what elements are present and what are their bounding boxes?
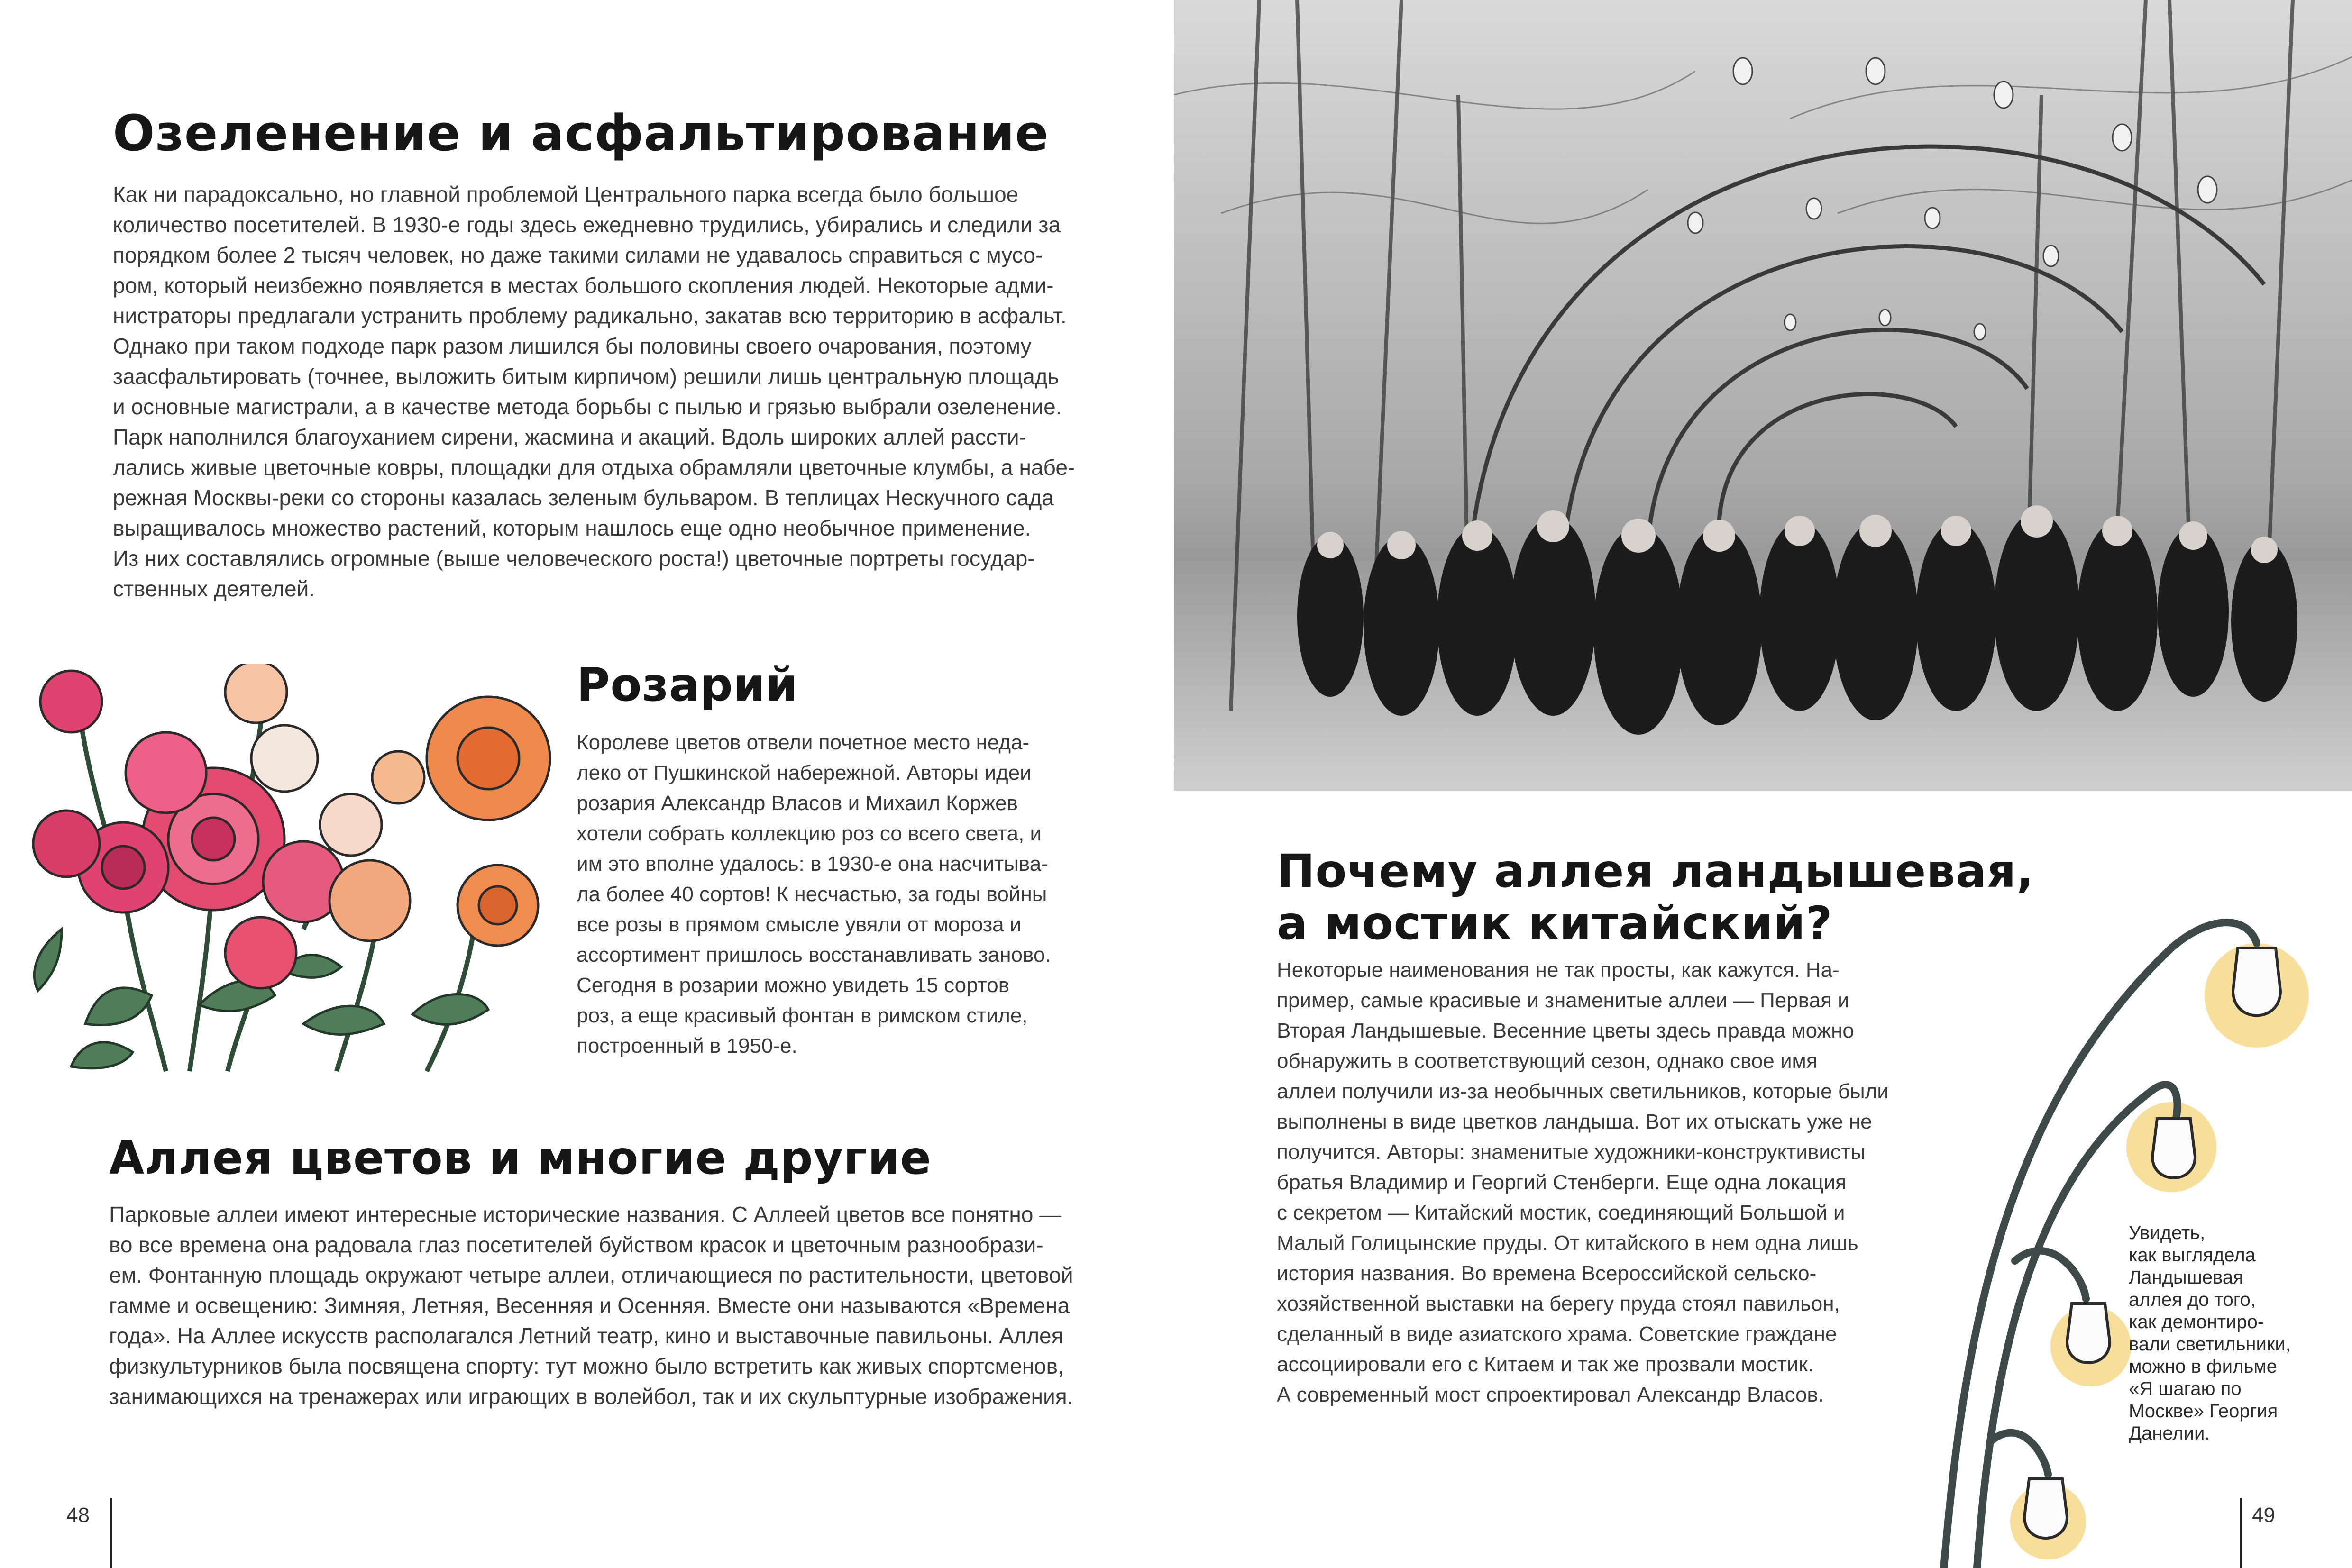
text-line: получится. Авторы: знаменитые художники-конструктивисты: [1277, 1140, 1866, 1164]
page-rule-left: [110, 1498, 112, 1568]
text-line: пример, самые красивые и знаменитые аллеи — Первая и: [1277, 989, 1849, 1012]
text-line: занимающихся на тренажерах или играющих в волейбол, так и их скульптурные изображения.: [109, 1384, 1073, 1409]
text-line: построенный в 1950-е.: [577, 1034, 797, 1057]
text-line: ром, который неизбежно появляется в местах большого скопления людей. Некоторые адми-: [113, 273, 1054, 298]
title-line: а мостик китайский?: [1277, 897, 1833, 950]
roses-illustration: [9, 664, 569, 1090]
text-line: Парковые аллеи имеют интересные исторические названия. С Аллеей цветов все понятно —: [109, 1202, 1062, 1227]
caption-line: Москве» Георгия: [2129, 1401, 2278, 1422]
title-line: Почему аллея ландышевая,: [1277, 845, 2034, 898]
text-line: с секретом — Китайский мостик, соединяющий Большой и: [1277, 1201, 1845, 1224]
page-rule-right: [2240, 1498, 2242, 1568]
text-line: во все времена она радовала глаз посетителей буйством красок и цветочным разнообрази-: [109, 1232, 1043, 1257]
text-line: Парк наполнился благоуханием сирени, жасмина и акаций. Вдоль широких аллей рассти-: [113, 425, 1026, 449]
text-line: Некоторые наименования не так просты, как кажутся. На-: [1277, 958, 1840, 982]
text-line: года». На Аллее искусств располагался Летний театр, кино и выставочные павильоны. Аллея: [109, 1323, 1063, 1348]
section-title-alleys: Аллея цветов и многие другие: [109, 1131, 932, 1185]
text-line: Малый Голицынские пруды. От китайского в нем одна лишь: [1277, 1231, 1858, 1255]
text-line: братья Владимир и Георгий Стенберги. Еще одна локация: [1277, 1171, 1847, 1194]
film-caption: [2129, 1222, 2309, 1445]
caption-line: Данелии.: [2129, 1423, 2210, 1444]
text-line: порядком более 2 тысяч человек, но даже такими силами не удавалось справиться с мусо-: [113, 243, 1043, 267]
park-alley-photo-graphic: [1174, 0, 2352, 791]
section-body-greening: [113, 179, 1089, 604]
caption-line: «Я шагаю по: [2129, 1378, 2242, 1399]
text-line: и основные магистрали, а в качестве метода борьбы с пылью и грязью выбрали озеленение.: [113, 394, 1062, 419]
text-line: все розы в прямом смысле увяли от мороза и: [577, 913, 1022, 936]
text-line: леко от Пушкинской набережной. Авторы идеи: [577, 761, 1032, 784]
section-body-lily-alley: [1277, 955, 1931, 1410]
text-line: физкультурников была посвящена спорту: тут можно было встретить как живых спортсменов,: [109, 1354, 1064, 1378]
park-alley-photo: [1174, 0, 2352, 791]
page-number-right: 49: [2252, 1504, 2275, 1527]
caption-line: Увидеть,: [2129, 1222, 2206, 1243]
text-line: выращивалось множество растений, которым нашлось еще одно необычное применение.: [113, 516, 1031, 540]
text-line: Королеве цветов отвели почетное место неда-: [577, 731, 1030, 754]
text-line: сделанный в виде азиатского храма. Советские граждане: [1277, 1322, 1837, 1346]
text-line: ла более 40 сортов! К несчастью, за годы войны: [577, 883, 1047, 906]
caption-line: аллея до того,: [2129, 1289, 2256, 1310]
text-line: им это вполне удалось: в 1930-е она насчитыва-: [577, 852, 1048, 875]
text-line: нистраторы предлагали устранить проблему радикально, закатав всю территорию в асфальт.: [113, 303, 1067, 328]
text-line: Однако при таком подходе парк разом лишился бы половины своего очарования, поэтому: [113, 334, 1032, 358]
text-line: ассоциировали его с Китаем и так же прозвали мостик.: [1277, 1353, 1814, 1376]
text-line: роз, а еще красивый фонтан в римском стиле,: [577, 1004, 1028, 1027]
text-line: Как ни парадоксально, но главной проблемой Центрального парка всегда было большое: [113, 182, 1019, 207]
text-line: Из них составлялись огромные (выше человеческого роста!) цветочные портреты государ-: [113, 546, 1035, 571]
section-body-alleys: [109, 1199, 1095, 1412]
text-line: розария Александр Власов и Михаил Коржев: [577, 792, 1018, 815]
caption-line: как демонтиро-: [2129, 1312, 2264, 1332]
text-line: заасфальтировать (точнее, выложить битым кирпичом) решили лишь центральную площадь: [113, 364, 1059, 389]
caption-line: можно в фильме: [2129, 1356, 2278, 1377]
text-line: выполнены в виде цветков ландыша. Вот их отыскать уже не: [1277, 1110, 1872, 1133]
text-line: история названия. Во времена Всероссийской сельско-: [1277, 1262, 1817, 1285]
text-line: хотели собрать коллекцию роз со всего света, и: [577, 822, 1042, 845]
text-line: ассортимент пришлось восстанавливать заново.: [577, 943, 1051, 966]
caption-line: Ландышевая: [2129, 1267, 2243, 1288]
text-line: лались живые цветочные ковры, площадки для отдыха обрамляли цветочные клумбы, а набе-: [113, 455, 1075, 480]
text-line: ем. Фонтанную площадь окружают четыре аллеи, отличающиеся по растительности, цветовой: [109, 1263, 1073, 1287]
text-line: аллеи получили из-за необычных светильников, которые были: [1277, 1080, 1889, 1103]
caption-line: как выглядела: [2129, 1245, 2256, 1266]
text-line: А современный мост спроектировал Александр Власов.: [1277, 1383, 1824, 1406]
text-line: Сегодня в розарии можно увидеть 15 сортов: [577, 974, 1010, 997]
text-line: Вторая Ландышевые. Весенние цветы здесь правда можно: [1277, 1019, 1854, 1042]
section-title-greening: Озеленение и асфальтирование: [113, 104, 1049, 162]
section-body-rosarium: [577, 728, 1098, 1061]
text-line: режная Москвы-реки со стороны казалась зеленым бульваром. В теплицах Нескучного сада: [113, 485, 1054, 510]
page-number-left: 48: [66, 1504, 90, 1527]
text-line: гамме и освещению: Зимняя, Летняя, Весенняя и Осенняя. Вместе они называются «Времена: [109, 1293, 1070, 1318]
lamp-post-illustration: [1906, 872, 2333, 1568]
caption-line: вали светильники,: [2129, 1334, 2291, 1355]
text-line: количество посетителей. В 1930-е годы здесь ежедневно трудились, убирались и следили за: [113, 212, 1061, 237]
text-line: обнаружить в соответствующий сезон, однако свое имя: [1277, 1049, 1818, 1073]
text-line: ственных деятелей.: [113, 576, 315, 601]
text-line: хозяйственной выставки на берегу пруда стоял павильон,: [1277, 1292, 1840, 1315]
section-title-rosarium: Розарий: [577, 658, 798, 711]
